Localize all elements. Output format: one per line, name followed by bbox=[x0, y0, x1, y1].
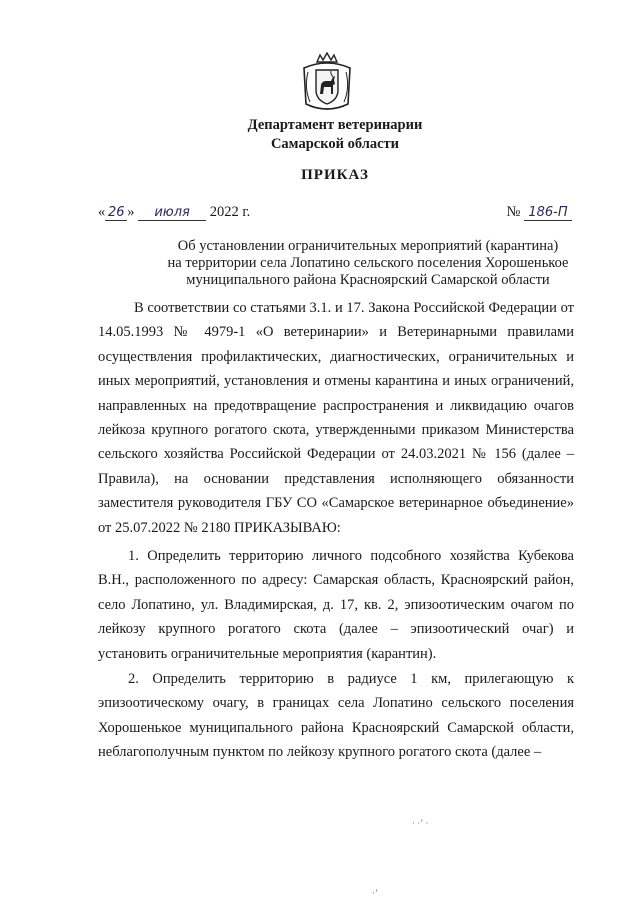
department-region: Самарской области bbox=[270, 136, 400, 152]
coat-of-arms-icon bbox=[300, 52, 354, 114]
order-subject: Об установлении ограничительных мероприятий (карантина) на территории села Лопатино сельского поселения Хорошенькое муниципального района Красноярский Самарской области bbox=[167, 238, 569, 288]
paragraph-preamble: В соответствии со статьями 3.1. и 17. Закона Российской Федерации от 14.05.1993 № 4979-1 «О ветеринарии» и Ветеринарными правилами осуществления профилактических, диагностических, ограничительных и иных мероприятий, установления и отмены карантина и иных ограничений, направленных на предотвращение распространения и ликвидацию очагов лейкоза крупного рогатого скота, утвержденными приказом Министерства сельского хозяйства Российской Федерации от 24.03.2021 № 156 (далее – Правила), на основании представления исполняющего обязанности заместителя руководителя ГБУ СО «Самарское ветеринарное объединение» от 25.07.2022 № 2180 ПРИКАЗЫВАЮ: bbox=[98, 300, 574, 536]
scan-speck: ·ʼ bbox=[372, 888, 378, 898]
order-date: « 26 » июля 2022 г. bbox=[98, 204, 251, 220]
paragraph-item-2: 2. Определить территорию в радиусе 1 км, прилегающую к эпизоотическому очагу, в границах села Лопатино сельского поселения Хорошенькое муниципального района Красноярский Самарской области, неблагополучным пунктом по лейкозу крупного рогатого скота (далее – bbox=[98, 671, 574, 761]
document-title: ПРИКАЗ bbox=[301, 167, 369, 183]
date-year: 2022 г. bbox=[209, 204, 251, 220]
paragraph-item-1: 1. Определить территорию личного подсобного хозяйства Кубекова В.Н., расположенного по адресу: Самарская область, Красноярский район, село Лопатино, ул. Владимирская, д. 17, кв. 2, эпизоотическим очагом по лейкозу крупного рогатого скота (далее – эпизоотический очаг) и установить ограничительные мероприятия (карантин). bbox=[98, 548, 574, 662]
date-month: июля bbox=[138, 205, 206, 221]
order-number: № 186-П bbox=[507, 204, 572, 221]
department-name: Департамент ветеринарии bbox=[247, 117, 423, 133]
date-day: 26 bbox=[105, 205, 127, 221]
scan-speck: · ·ʼ · bbox=[412, 818, 429, 828]
order-number-value: 186-П bbox=[524, 205, 572, 221]
